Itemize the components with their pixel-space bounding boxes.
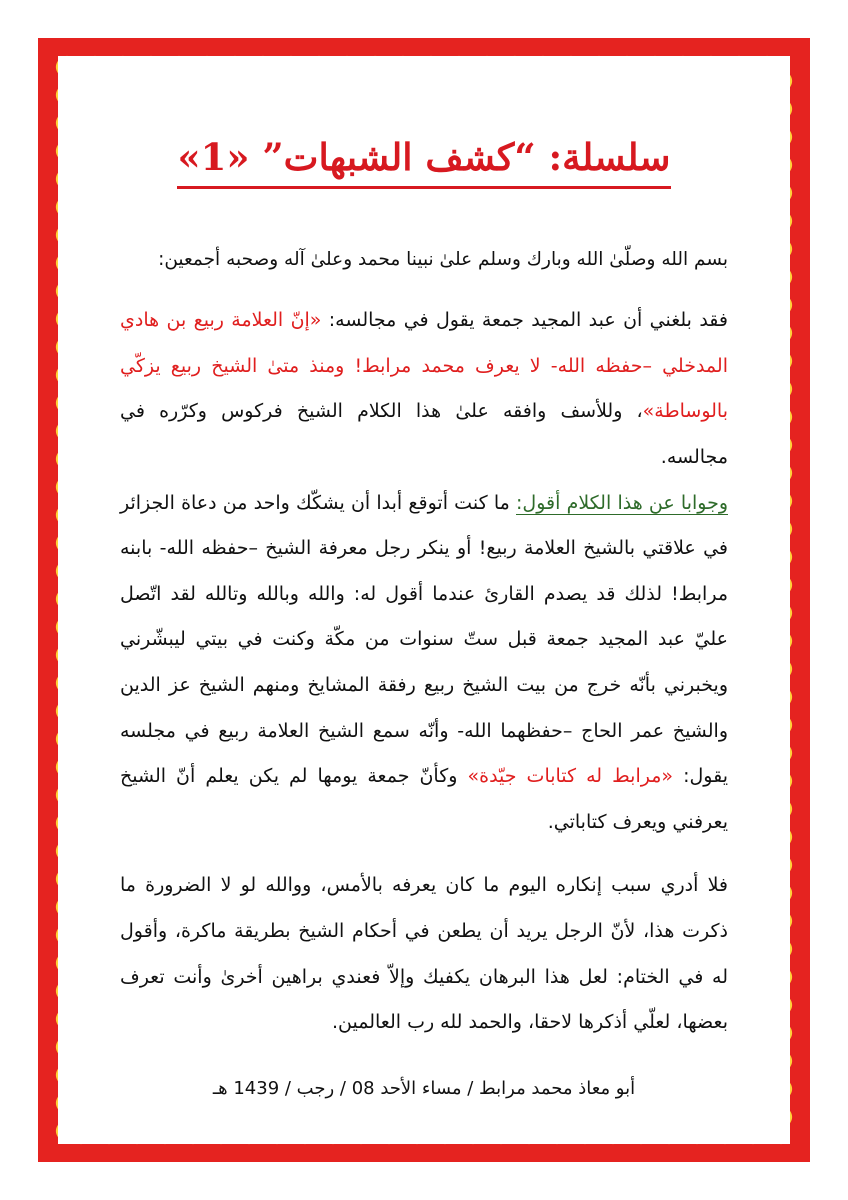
paragraph-1-intro: فقد بلغني أن عبد المجيد جمعة يقول في مجالسه:	[321, 309, 728, 332]
paragraph-1	[120, 298, 728, 480]
signature-line: أبو معاذ محمد مرابط / مساء الأحد 08 / رجب / 1439 هـ	[212, 1077, 636, 1099]
paragraph-2	[120, 481, 728, 846]
paragraph-3: فلا أدري سبب إنكاره اليوم ما كان يعرفه بالأمس، ووالله لو لا الضرورة ما ذكرت هذا، لأنّ الرجل يريد أن يطعن في أحكام الشيخ بطريقة ماكرة، وأقول له في الختام: لعل هذا البرهان يكفيك وإلاّ فعندي براهين أخرىٰ وأنت تعرف بعضها، لعلّي أذكرها لاحقا، والحمد لله رب العالمين.	[120, 874, 728, 1034]
paragraph-2-lead: وجوابا عن هذا الكلام أقول:	[516, 491, 729, 514]
paragraph-2-tail: وكأنّ جمعة يومها لم يكن يعلم أنّ الشيخ يعرفني ويعرف كتاباتي.	[120, 765, 728, 833]
paragraph-2-body: ما كنت أتوقع أبدا أن يشكّك واحد من دعاة الجزائر في علاقتي بالشيخ العلامة ربيع! أو ينكر رجل معرفة الشيخ –حفظه الله- بابنه مرابط! لذلك قد يصدم القارئ عندما أقول له: والله وبالله وتالله لقد اتّصل عليّ عبد المجيد جمعة قبل ستّ سنوات من مكّة وكنت في بيتي ليبشّرني ويخبرني بأنّه خرج من بيت الشيخ ربيع رفقة المشايخ ومنهم الشيخ عز الدين والشيخ عمر الحاج –حفظهما الله- وأنّه سمع الشيخ العلامة ربيع في مجلسه يقول:	[120, 491, 728, 788]
paragraph-1-quote: «إنّ العلامة ربيع بن هادي المدخلي –حفظه الله- لا يعرف محمد مرابط! ومنذ متىٰ الشيخ ربيع يزكّي بالوساطة»	[120, 309, 728, 423]
paragraph-2-quote: «مرابط له كتابات جيّدة»	[467, 765, 674, 788]
page-title: سلسلة: “كشف الشبهات” «1»	[177, 134, 670, 189]
basmala-line: بسم الله وصلّىٰ الله وبارك وسلم علىٰ نبينا محمد وعلىٰ آله وصحبه أجمعين:	[158, 249, 728, 271]
paragraph-1-tail: ، وللأسف وافقه علىٰ هذا الكلام الشيخ فركوس وكرّره في مجالسه.	[120, 400, 728, 469]
title-container	[120, 134, 728, 189]
document-body	[58, 56, 790, 1144]
